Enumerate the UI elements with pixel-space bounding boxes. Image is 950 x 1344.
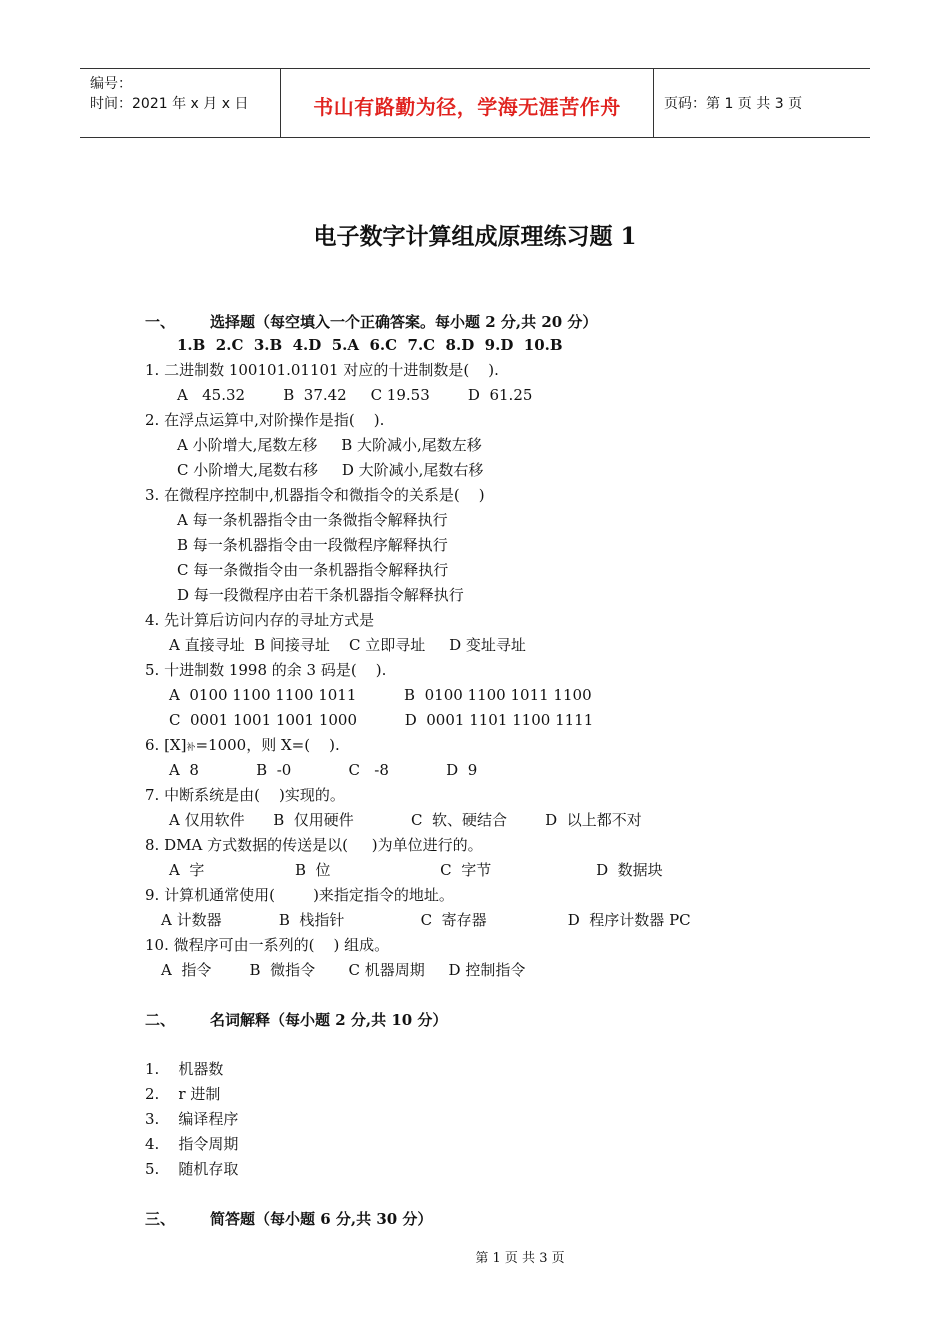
- question-3-option-c: C 每一条微指令由一条机器指令解释执行: [177, 561, 449, 579]
- page-indicator: 页码：第 1 页 共 3 页: [664, 96, 803, 112]
- question-6-rest: =1000，则 X=( ).: [195, 736, 340, 754]
- question-3: 3. 在微程序控制中,机器指令和微指令的关系是( ): [145, 486, 485, 504]
- term-item: 3. 编译程序: [145, 1110, 239, 1128]
- question-2: 2. 在浮点运算中,对阶操作是指( ).: [145, 411, 385, 429]
- section3-number: 三、: [145, 1210, 176, 1228]
- term-item: 1. 机器数: [145, 1060, 224, 1078]
- question-3-option-b: B 每一条机器指令由一段微程序解释执行: [177, 536, 448, 554]
- question-9-options: A 计数器 B 栈指针 C 寄存器 D 程序计数器 PC: [161, 911, 691, 929]
- section2-number: 二、: [145, 1011, 176, 1029]
- page-footer: [0, 1247, 950, 1266]
- question-3-option-d: D 每一段微程序由若干条机器指令解释执行: [177, 586, 464, 604]
- question-1: 1. 二进制数 100101.01101 对应的十进制数是( ).: [145, 361, 499, 379]
- question-2-options-ab: A 小阶增大,尾数左移 B 大阶减小,尾数左移: [177, 436, 482, 454]
- section1-number: 一、: [145, 313, 176, 331]
- question-4-options: A 直接寻址 B 间接寻址 C 立即寻址 D 变址寻址: [169, 636, 526, 654]
- question-5-options-cd: C 0001 1001 1001 1000 D 0001 1101 1100 1111: [169, 711, 594, 729]
- question-6-options: A 8 B -0 C -8 D 9: [169, 761, 478, 779]
- section3-heading: 简答题（每小题 6 分,共 30 分）: [210, 1210, 433, 1228]
- question-10-options: A 指令 B 微指令 C 机器周期 D 控制指令: [161, 961, 526, 979]
- term-item: 2. r 进制: [145, 1085, 221, 1103]
- question-2-options-cd: C 小阶增大,尾数右移 D 大阶减小,尾数右移: [177, 461, 484, 479]
- term-item: 4. 指令周期: [145, 1135, 239, 1153]
- question-3-option-a: A 每一条机器指令由一条微指令解释执行: [177, 511, 448, 529]
- question-10: 10. 微程序可由一系列的( ) 组成。: [145, 936, 390, 954]
- question-8: 8. DMA 方式数据的传送是以( )为单位进行的。: [145, 836, 483, 854]
- question-6-stem: 6. [X]: [145, 736, 187, 754]
- number-label: 编号：: [90, 76, 132, 92]
- header-table: [80, 68, 870, 138]
- header-info-cell: [80, 69, 281, 137]
- time-label: 时间：2021 年 x 月 x 日: [90, 96, 249, 112]
- term-item: 5. 随机存取: [145, 1160, 239, 1178]
- motto-text: 书山有路勤为径，学海无涯苦作舟: [313, 95, 621, 119]
- answer-key: 1.B 2.C 3.B 4.D 5.A 6.C 7.C 8.D 9.D 10.B: [177, 336, 563, 354]
- page-title: 电子数字计算组成原理练习题 1: [313, 223, 637, 250]
- question-4: 4. 先计算后访问内存的寻址方式是: [145, 611, 375, 629]
- section2-heading: 名词解释（每小题 2 分,共 10 分）: [210, 1011, 448, 1029]
- footer-page-number: 第 1 页 共 3 页: [475, 1251, 565, 1266]
- question-5: 5. 十进制数 1998 的余 3 码是( ).: [145, 661, 387, 679]
- question-5-options-ab: A 0100 1100 1100 1011 B 0100 1100 1011 1100: [169, 686, 592, 704]
- question-7-options: A 仅用软件 B 仅用硬件 C 软、硬结合 D 以上都不对: [169, 811, 642, 829]
- question-7: 7. 中断系统是由( )实现的。: [145, 786, 345, 804]
- question-6: [145, 735, 340, 758]
- question-6-subscript: 补: [186, 743, 196, 753]
- question-9: 9. 计算机通常使用( )来指定指令的地址。: [145, 886, 454, 904]
- question-1-options: A 45.32 B 37.42 C 19.53 D 61.25: [177, 386, 533, 404]
- section1-heading: 选择题（每空填入一个正确答案。每小题 2 分,共 20 分）: [210, 313, 598, 331]
- header-motto-cell: [281, 69, 654, 137]
- question-8-options: A 字 B 位 C 字节 D 数据块: [169, 861, 663, 879]
